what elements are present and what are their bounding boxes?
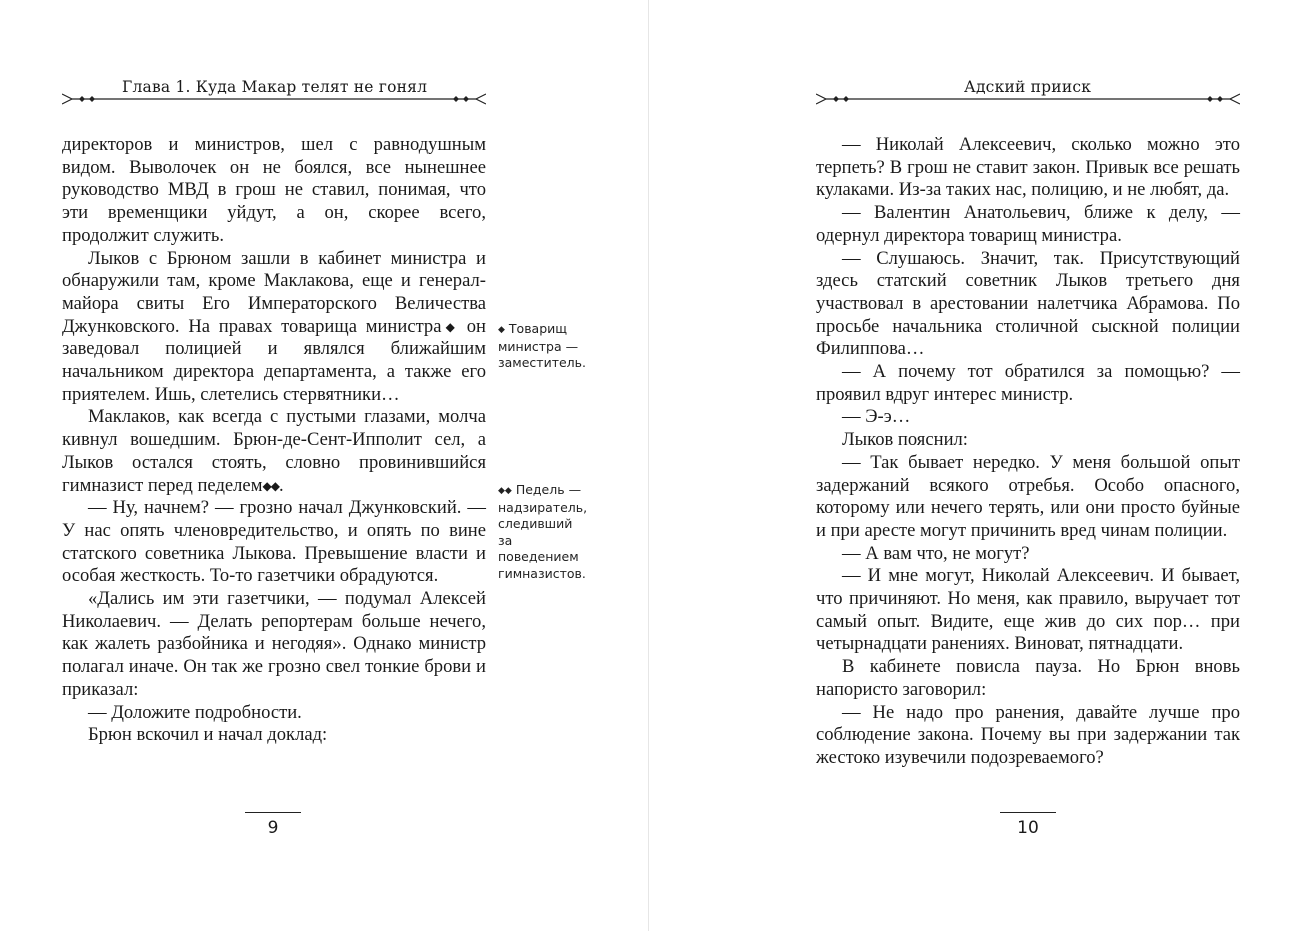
paragraph: — Валентин Анатольевич, ближе к делу, — одернул директора товарищ министра.: [816, 202, 1240, 246]
footnote-mark-1[interactable]: ◆: [441, 319, 458, 334]
paragraph: — Ну, начнем? — грозно начал Джунковский. — У нас опять членовредительство, и опять по вине статского советника Лыкова. Превышение власти и особая жесткость. То-то газетчики обрадуются.: [62, 497, 486, 587]
left-header-ornament-rule: [62, 92, 486, 106]
right-page: [649, 0, 1297, 931]
right-running-head: Адский прииск: [964, 78, 1092, 96]
paragraph: — Доложите подробности.: [88, 701, 302, 723]
right-header-ornament-rule: [816, 92, 1240, 106]
paragraph: — Э-э…: [842, 406, 911, 428]
sidenote-1: [498, 321, 590, 372]
paragraph: — Так бывает нередко. У меня большой опыт задержаний всякого отребья. Особо опасного, которому или нечего терять, или они просто буйные и при аресте могут причинить вред чинам полиции.: [816, 451, 1240, 541]
left-running-head: Глава 1. Куда Макар телят не гонял: [122, 78, 428, 96]
paragraph: — Слушаюсь. Значит, так. Присутствующий здесь статский советник Лыков третьего дня участвовал в арестовании налетчика Абрамова. По просьбе начальника столичной сыскной полиции Филиппова…: [816, 247, 1240, 360]
paragraph: В кабинете повисла пауза. Но Брюн вновь напористо заговорил:: [816, 656, 1240, 700]
right-body-text: [816, 134, 1240, 770]
paragraph: — А вам что, не могут?: [842, 542, 1030, 564]
paragraph: — А почему тот обратился за помощью? — проявил вдруг интерес министр.: [816, 361, 1240, 405]
left-page-number: 9: [245, 812, 301, 838]
paragraph: Брюн вскочил и начал доклад:: [88, 724, 328, 746]
sidenote-2: [498, 482, 590, 582]
left-body-text: [62, 134, 486, 747]
sidenote-text: Товарищ министра — заместитель.: [498, 321, 587, 370]
footnote-mark-2[interactable]: ◆◆: [262, 478, 279, 493]
left-page: [0, 0, 648, 931]
sidenote-text: Педель — надзиратель, следивший за поведением гимназистов.: [498, 482, 588, 581]
paragraph: Лыков пояснил:: [842, 429, 968, 451]
right-page-number: 10: [1000, 812, 1056, 838]
paragraph: «Дались им эти газетчики, — подумал Алексей Николаевич. — Делать репортерам больше нечего, как жалеть разбойника и негодяя». Однако министр полагал иначе. Он так же грозно свел тонкие брови и приказал:: [62, 588, 486, 700]
paragraph: — Николай Алексеевич, сколько можно это терпеть? В грош не ставит закон. Привык все решать кулаками. Из-за таких нас, полицию, и не любят, да.: [816, 134, 1240, 201]
paragraph: — И мне могут, Николай Алексеевич. И бывает, что причиняют. Но меня, как правило, выручает тот самый опыт. Видите, еще жив до сих пор… при четырнадцати ранениях. Виноват, пятнадцати.: [816, 565, 1240, 655]
paragraph: Маклаков, как всегда с пустыми глазами, молча кивнул вошедшим. Брюн-де-Сент-Ипполит сел, а Лыков остался стоять, словно провинившийся гимназист перед педелем◆◆.: [62, 406, 486, 496]
sidenote-mark: ◆: [498, 325, 505, 335]
paragraph: — Не надо про ранения, давайте лучше про соблюдение закона. Почему вы при задержании так жестоко изувечили подозреваемого?: [816, 701, 1240, 768]
sidenote-mark: ◆◆: [498, 486, 512, 496]
paragraph: директоров и министров, шел с равнодушным видом. Выволочек он не боялся, все нынешнее руководство МВД в грош не ставил, понимая, что эти временщики уйдут, а он, скорее всего, продолжит служить.: [62, 134, 486, 246]
paragraph: Лыков с Брюном зашли в кабинет министра и обнаружили там, кроме Маклакова, еще и генерал-майора свиты Его Императорского Величества Джунковского. На правах товарища министра◆ он заведовал полицией и являлся ближайшим начальником директора департамента, а также его приятелем. Ишь, слетелись стервятники…: [62, 247, 487, 405]
